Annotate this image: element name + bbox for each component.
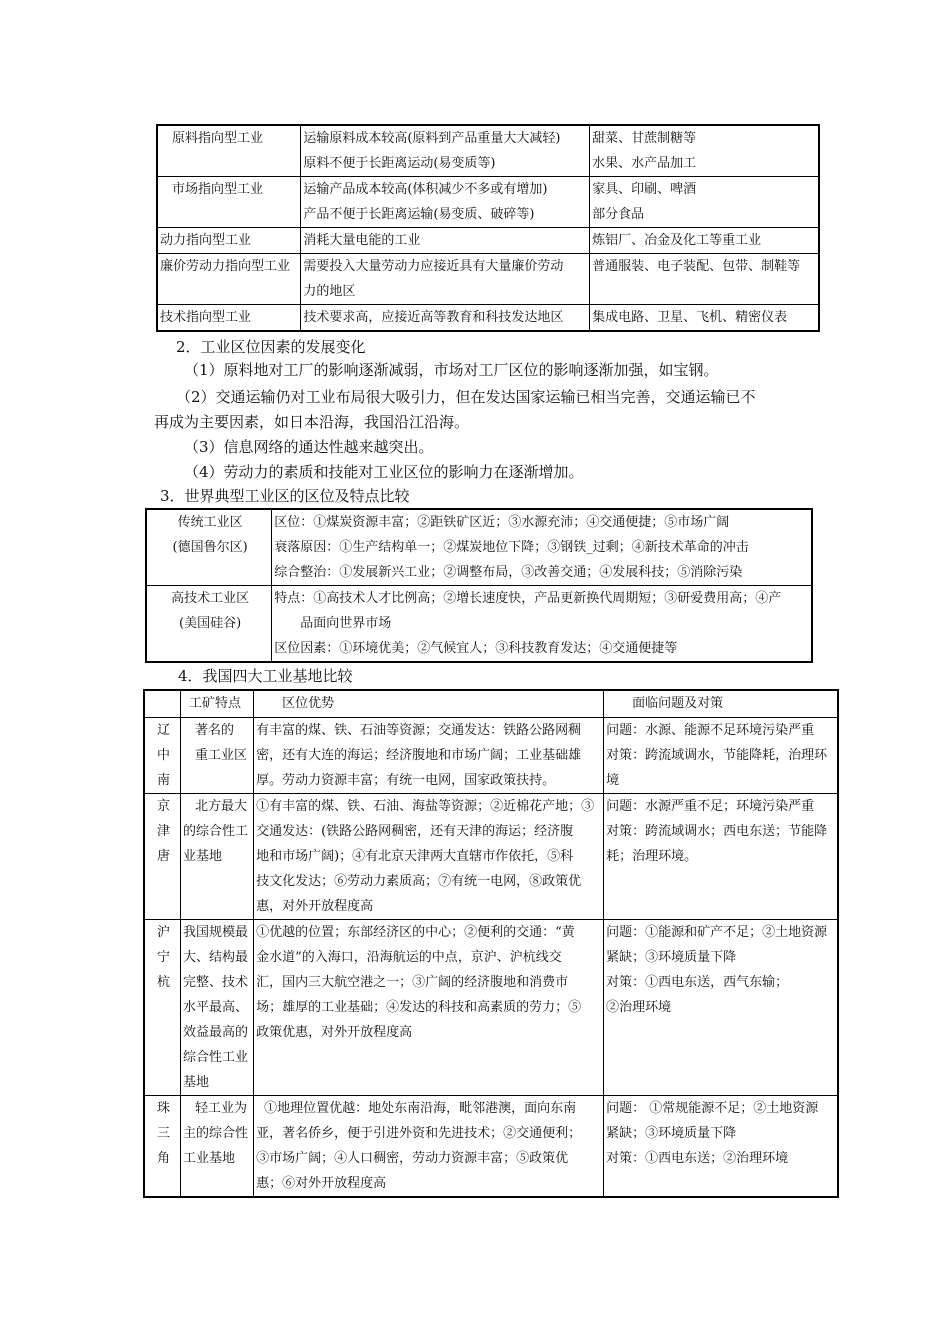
zone-name-cell: 高技术工业区 (美国硅谷) [146, 586, 272, 663]
feature-cell: 北方最大 的综合性工 业基地 [181, 794, 254, 920]
region-cell: 辽 中 南 [144, 718, 181, 794]
table-row [144, 1096, 838, 1198]
table-header-row [144, 690, 838, 718]
region-cell: 珠 三 角 [144, 1096, 181, 1198]
problems-cell: 问题：水源、能源不足环境污染严重 对策：跨流域调水，节能降耗，治理环 境 [604, 718, 838, 794]
industry-example-cell: 家具、印刷、啤酒 部分食品 [590, 177, 819, 228]
industry-reason-cell: 需要投入大量劳动力应接近具有大量廉价劳动 力的地区 [301, 254, 590, 305]
paragraph: （4）劳动力的素质和技能对工业区位的影响力在逐渐增加。 [184, 463, 584, 481]
zone-detail-cell: 区位：①煤炭资源丰富；②距铁矿区近；③水源充沛；④交通便捷；⑤市场广阔 衰落原因：①生产结构单一；②煤炭地位下降；③钢铁_过剩；④新技术革命的冲击 综合整治：①发展新兴工业；②调整布局，③改善交通；④发展科技；⑤消除污染 [272, 509, 812, 586]
table-row [146, 509, 812, 586]
paragraph: （3）信息网络的通达性越来越突出。 [184, 438, 434, 456]
feature-cell: 轻工业为 主的综合性 工业基地 [181, 1096, 254, 1198]
industry-orientation-table [156, 124, 820, 332]
china-industrial-bases-table [143, 689, 839, 1198]
world-industrial-zones-table [145, 508, 813, 663]
industry-example-cell: 集成电路、卫星、飞机、精密仪表 [590, 305, 819, 332]
section-heading: 2．工业区位因素的发展变化 [176, 338, 366, 356]
industry-type-cell: 技术指向型工业 [157, 305, 301, 332]
table-row [144, 920, 838, 1096]
industry-reason-cell: 运输产品成本较高(体积减少不多或有增加) 产品不便于长距离运输(易变质、破碎等) [301, 177, 590, 228]
table-row [157, 305, 819, 332]
industry-reason-cell: 技术要求高，应接近高等教育和科技发达地区 [301, 305, 590, 332]
industry-type-cell: 原料指向型工业 [157, 125, 301, 177]
advantage-cell: 有丰富的煤、铁、石油等资源；交通发达：铁路公路网稠 密，还有大连的海运；经济腹地和市场广阔；工业基础雄 厚。劳动力资源丰富；有统一电网，国家政策扶持。 [254, 718, 604, 794]
paragraph: （1）原料地对工厂的影响逐渐减弱，市场对工厂区位的影响逐渐加强，如宝钢。 [184, 361, 719, 379]
header-advantage: 区位优势 [254, 690, 604, 718]
table-row [144, 794, 838, 920]
table-row [146, 586, 812, 663]
industry-reason-cell: 运输原料成本较高(原料到产品重量大大减轻) 原料不便于长距离运动(易变质等) [301, 125, 590, 177]
problems-cell: 问题：①能源和矿产不足；②土地资源 紧缺；③环境质量下降 对策：①西电东送，西气东输； ②治理环境 [604, 920, 838, 1096]
table-row [157, 125, 819, 177]
problems-cell: 问题： ①常规能源不足；②土地资源 紧缺；③环境质量下降 对策：①西电东送；②治理环境 [604, 1096, 838, 1198]
zone-detail-cell: 特点：①高技术人才比例高；②增长速度快，产品更新换代周期短；③研爱费用高；④产 品面向世界市场 区位因素：①环境优美；②气候宜人；③科技教育发达；④交通便捷等 [272, 586, 812, 663]
table-row [144, 718, 838, 794]
industry-type-cell: 动力指向型工业 [157, 228, 301, 254]
industry-type-cell: 市场指向型工业 [157, 177, 301, 228]
region-cell: 京 津 唐 [144, 794, 181, 920]
zone-name-cell: 传统工业区 (德国鲁尔区) [146, 509, 272, 586]
advantage-cell: ①优越的位置；东部经济区的中心；②便利的交通：“黄 金水道”的入海口，沿海航运的中点，京沪、沪杭线交 汇，国内三大航空港之一；③广阔的经济腹地和消费市 场；雄厚的工业基础；④发达的科技和高素质的劳力；⑤ 政策优惠，对外开放程度高 [254, 920, 604, 1096]
problems-cell: 问题：水源严重不足；环境污染严重 对策：跨流域调水；西电东送；节能降 耗；治理环境。 [604, 794, 838, 920]
table-row [157, 254, 819, 305]
advantage-cell: ①有丰富的煤、铁、石油、海盐等资源；②近棉花产地；③ 交通发达：(铁路公路网稠密，还有天津的海运；经济腹 地和市场广阔)；④有北京天津两大直辖市作依托，⑤科 技文化发达；⑥劳动力素质高；⑦有统一电网，⑧政策优 惠，对外开放程度高 [254, 794, 604, 920]
section-heading: 4．我国四大工业基地比较 [178, 667, 353, 685]
paragraph: 再成为主要因素，如日本沿海，我国沿江沿海。 [154, 413, 470, 431]
section-heading: 3．世界典型工业区的区位及特点比较 [160, 487, 410, 505]
header-blank-cell [144, 690, 181, 718]
table-row [157, 228, 819, 254]
table-row [157, 177, 819, 228]
industry-type-cell: 廉价劳动力指向型工业 [157, 254, 301, 305]
feature-cell: 著名的 重工业区 [181, 718, 254, 794]
industry-example-cell: 炼铝厂、冶金及化工等重工业 [590, 228, 819, 254]
paragraph: （2）交通运输仍对工业布局很大吸引力，但在发达国家运输已相当完善，交通运输已不 [176, 388, 756, 406]
industry-example-cell: 普通服装、电子装配、包带、制鞋等 [590, 254, 819, 305]
header-feature: 工矿特点 [181, 690, 254, 718]
industry-reason-cell: 消耗大量电能的工业 [301, 228, 590, 254]
industry-example-cell: 甜菜、甘蔗制糖等 水果、水产品加工 [590, 125, 819, 177]
feature-cell: 我国规模最 大、结构最 完整、技术 水平最高、 效益最高的 综合性工业 基地 [181, 920, 254, 1096]
region-cell: 沪 宁 杭 [144, 920, 181, 1096]
advantage-cell: ①地理位置优越：地处东南沿海，毗邻港澳，面向东南 亚，著名侨乡，便于引进外资和先进技术；②交通便利； ③市场广阔；④人口稠密，劳动力资源丰富；⑤政策优 惠；⑥对外开放程度高 [254, 1096, 604, 1198]
header-problems: 面临问题及对策 [604, 690, 838, 718]
